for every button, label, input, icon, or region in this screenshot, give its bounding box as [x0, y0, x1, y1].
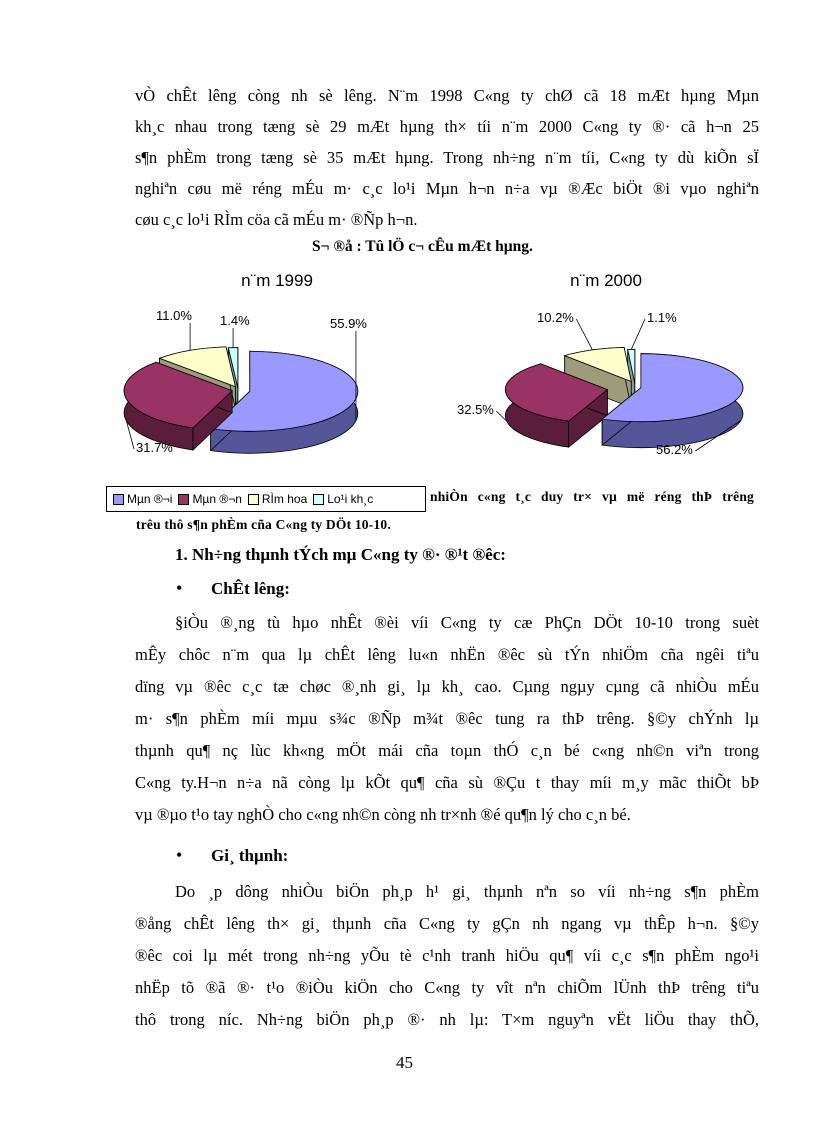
price-line-2: ®ång chÊt lêng th× gi¸ thµnh cña C«ng ty gÇn nh ngang vµ thÊp h¬n. §©y — [135, 914, 759, 933]
quality-line-1: §iÒu ®¸ng tù hµo nhÊt ®èi víi C«ng ty cæ PhÇn DÖt 10-10 trong suèt — [175, 613, 759, 632]
legend-swatch-2 — [178, 494, 189, 505]
legend-label: RÌm hoa — [261, 492, 308, 506]
chart-2000 — [457, 271, 743, 457]
data-label: 56.2% — [656, 442, 693, 457]
data-label: 55.9% — [330, 316, 367, 331]
price-line-1: Do ¸p dông nhiÒu biÖn ph¸p h¹ gi¸ thµnh nªn so víi nh÷ng s¶n phÈm — [175, 882, 759, 901]
legend-swatch-3 — [248, 494, 259, 505]
caption-second: trêu thô s¶n phÈm cña C«ng ty DÖt 10-10. — [136, 517, 391, 532]
data-label: 1.1% — [647, 310, 677, 325]
price-line-4: nhËp tõ ®ã ®· t¹o ®iÒu kiÖn cho C«ng ty vît nªn chiÕm lÜnh thÞ trêng tiªu — [135, 978, 759, 997]
legend-label: Mµn ®¬i — [127, 492, 173, 506]
legend-swatch-4 — [313, 494, 324, 505]
leader-line — [631, 319, 645, 349]
chart-legend — [106, 486, 426, 512]
data-label: 10.2% — [537, 310, 574, 325]
quality-line-4: m· s¶n phÈm míi mµu s¾c ®Ñp m¾t ®êc tung ra thÞ trêng. §©y chÝnh lµ — [135, 709, 759, 728]
quality-line-3: dïng vµ ®êc c¸c tæ chøc ®¸nh gi¸ lµ kh¸ cao. Cµng ngµy cµng cã nhiÒu mÉu — [135, 677, 759, 696]
chart-1999 — [124, 271, 367, 455]
bullet-title-price: Gi¸ thµnh: — [211, 846, 289, 865]
quality-line-5: thµnh qu¶ nç lùc kh«ng mÖt mái cña toµn thÓ c¸n bé c«ng nh©n viªn trong — [135, 741, 759, 760]
intro-line-5: cøu c¸c lo¹i RÌm cöa cã mÉu m· ®Ñp h¬n. — [135, 210, 418, 229]
quality-line-7: vµ ®µo t¹o tay nghÒ cho c«ng nh©n còng nh tr×nh ®é qu¶n lý cho c¸n bé. — [135, 805, 631, 824]
intro-line-3: s¶n phÈm trong tæng sè 35 mÆt hµng. Trong nh÷ng n¨m tíi, C«ng ty dù kiÕn sÏ — [135, 148, 759, 167]
legend-item — [248, 492, 307, 506]
legend-item — [313, 492, 373, 506]
legend-item — [178, 492, 241, 506]
legend-item — [113, 492, 172, 506]
data-label: 31.7% — [136, 440, 173, 455]
intro-line-4: nghiªn cøu më réng mÉu m· c¸c lo¹i Mµn h¬n n÷a vµ ®Æc biÖt ®i vµo nghiªn — [135, 179, 759, 198]
legend-swatch-1 — [113, 494, 124, 505]
bullet-dot: • — [176, 578, 183, 598]
bullet-dot: • — [176, 845, 183, 865]
bullet-title-quality: ChÊt lêng: — [211, 579, 290, 598]
price-line-3: ®êc coi lµ mét trong nh÷ng yÕu tè c¹nh tranh hiÖu qu¶ víi c¸c s¶n phÈm ngo¹i — [135, 946, 759, 965]
leader-line — [576, 319, 592, 350]
chart-title: n¨m 2000 — [570, 271, 642, 290]
section-heading: 1. Nh÷ng thµnh tÝch mµ C«ng ty ®· ®¹t ®êc: — [175, 545, 506, 564]
chart-title: n¨m 1999 — [241, 271, 313, 290]
caption-right: nhiÒn c«ng t¸c duy tr× vµ më réng thÞ trêng — [430, 489, 754, 504]
figure-title: S¬ ®å : Tû lÖ c¬ cÊu mÆt hµng. — [312, 238, 533, 255]
quality-line-6: C«ng ty.H¬n n÷a nã còng lµ kÕt qu¶ cña sù ®Çu t thay míi m¸y mãc thiÕt bÞ — [135, 773, 759, 792]
legend-label: Mµn ®¬n — [192, 492, 242, 506]
quality-line-2: mÊy chôc n¨m qua lµ chÊt lêng lu«n nhËn ®êc sù tÝn nhiÖm cña ngêi tiªu — [135, 645, 759, 664]
price-line-5: thô trong níc. Nh÷ng biÖn ph¸p ®· nh lµ: T×m nguyªn vËt liÖu thay thÕ, — [135, 1010, 759, 1029]
data-label: 1.4% — [220, 313, 250, 328]
intro-line-2: kh¸c nhau trong tæng sè 29 mÆt hµng th× tíi n¨m 2000 C«ng ty ®· cã h¬n 25 — [135, 117, 759, 136]
data-label: 32.5% — [457, 402, 494, 417]
page-number: 45 — [396, 1053, 413, 1072]
data-label: 11.0% — [156, 308, 192, 323]
legend-label: Lo¹i kh¸c — [327, 492, 374, 506]
intro-line-1: vÒ chÊt lêng còng nh sè lêng. N¨m 1998 C«ng ty chØ cã 18 mÆt hµng Mµn — [135, 86, 759, 105]
